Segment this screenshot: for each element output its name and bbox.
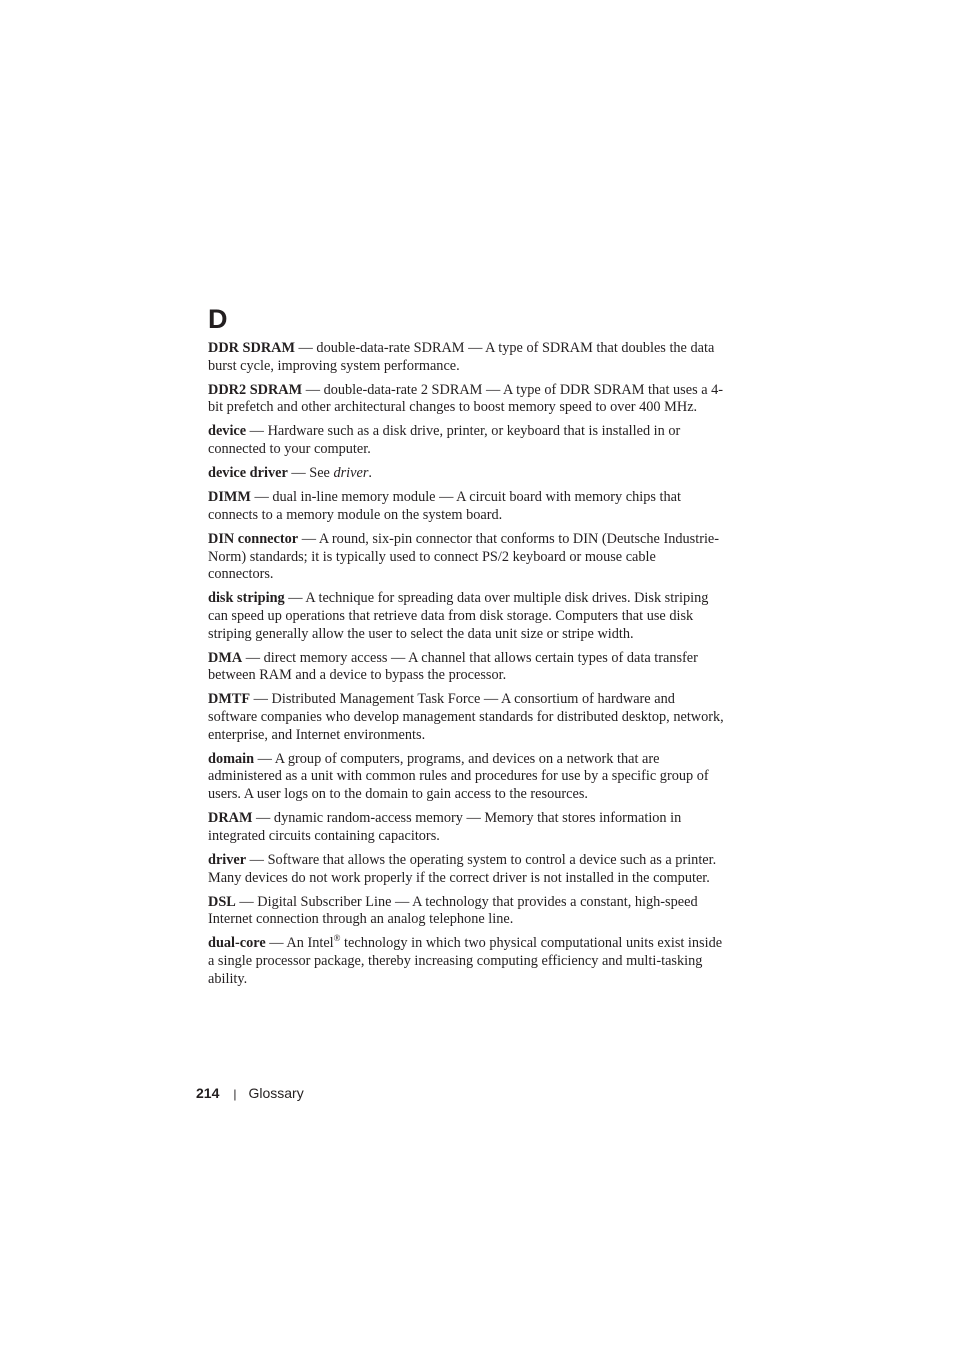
footer-separator: |: [233, 1087, 237, 1101]
glossary-term: DRAM: [208, 810, 253, 827]
glossary-entry: [208, 650, 724, 685]
page-footer: [196, 1084, 304, 1103]
glossary-term: DDR SDRAM: [208, 340, 295, 356]
glossary-entry: [208, 852, 724, 887]
cross-reference: driver: [333, 465, 369, 482]
entry-dash: —: [284, 590, 306, 607]
glossary-entry: [208, 935, 724, 988]
entry-definition: A technique for spreading data over multiple disk drives. Disk striping can speed up operations that retrieve data from disk storage. Computers that use disk striping generally allow the user to select the data unit size or stripe width.: [208, 590, 709, 642]
entry-dash: —: [294, 340, 317, 356]
glossary-term: DIN connector: [208, 530, 299, 547]
entry-definition: direct memory access — A channel that allows certain types of data transfer between RAM and a device to bypass the processor.: [208, 649, 698, 684]
entry-dash: —: [302, 381, 324, 398]
section-letter: D: [208, 304, 228, 334]
glossary-entry: [208, 465, 724, 483]
entry-dash: —: [246, 423, 268, 440]
glossary-entries: [208, 340, 724, 995]
glossary-term: DMA: [208, 649, 243, 666]
glossary-entry: [208, 590, 724, 643]
page-number: 214: [196, 1085, 220, 1101]
glossary-entry: [208, 751, 724, 804]
entry-definition-end: technology in which two physical computational units exist inside a single processor package, thereby increasing computing efficiency and multi-tasking ability.: [208, 935, 723, 987]
entry-dash: —: [265, 935, 287, 952]
glossary-entry: [208, 382, 724, 417]
entry-definition: dual in-line memory module — A circuit board with memory chips that connects to a memory module on the system board.: [208, 489, 681, 523]
entry-dash: —: [250, 489, 273, 506]
entry-definition: See: [309, 465, 334, 482]
glossary-term: DMTF: [208, 691, 251, 708]
entry-dash: —: [252, 810, 274, 827]
glossary-term: driver: [208, 851, 247, 868]
entry-dash: —: [298, 530, 319, 547]
entry-dash: —: [235, 893, 258, 910]
entry-definition: A round, six-pin connector that conforms to DIN (Deutsche Industrie-Norm) standards; it is typically used to connect PS/2 keyboard or mouse cable connectors.: [208, 530, 720, 583]
glossary-term: DSL: [208, 893, 236, 910]
footer-section-title: Glossary: [248, 1085, 304, 1101]
entry-dash: —: [254, 750, 275, 767]
glossary-entry: [208, 340, 724, 375]
glossary-entry: [208, 489, 724, 524]
entry-definition: An Intel: [286, 935, 334, 952]
entry-definition: double-data-rate 2 SDRAM — A type of DDR SDRAM that uses a 4-bit prefetch and other architectural changes to boost memory speed to over 400 MHz.: [208, 381, 724, 416]
entry-definition: Distributed Management Task Force — A consortium of hardware and software companies who develop management standards for distributed desktop, network, enterprise, and Internet environments.: [208, 691, 724, 743]
glossary-term: dual-core: [208, 935, 266, 952]
glossary-term: DDR2 SDRAM: [208, 381, 303, 398]
entry-definition: double-data-rate SDRAM — A type of SDRAM that doubles the data burst cycle, improving system performance.: [208, 340, 715, 374]
glossary-term: device: [208, 423, 247, 440]
glossary-entry: [208, 810, 724, 845]
glossary-term: DIMM: [208, 489, 251, 506]
entry-dash: —: [250, 691, 272, 708]
entry-definition-end: .: [368, 465, 372, 482]
glossary-entry: [208, 423, 724, 458]
glossary-term: domain: [208, 750, 255, 767]
glossary-entry: [208, 894, 724, 929]
glossary-entry: [208, 691, 724, 744]
entry-definition: Software that allows the operating system to control a device such as a printer. Many devices do not work properly if the correct driver is not installed in the computer.: [208, 851, 717, 886]
glossary-entry: [208, 531, 724, 584]
entry-dash: —: [242, 649, 264, 666]
entry-definition: dynamic random-access memory — Memory that stores information in integrated circuits containing capacitors.: [208, 810, 682, 844]
entry-definition: A group of computers, programs, and devices on a network that are administered as a unit with common rules and procedures for use by a specific group of users. A user logs on to the domain to gain access to the resources.: [208, 750, 709, 803]
registered-trademark-mark: ®: [333, 933, 341, 944]
glossary-term: disk striping: [208, 590, 285, 607]
entry-definition: Hardware such as a disk drive, printer, or keyboard that is installed in or connected to your computer.: [208, 423, 681, 458]
entry-dash: —: [246, 851, 268, 868]
glossary-term: device driver: [208, 465, 288, 482]
entry-dash: —: [287, 465, 310, 482]
entry-definition: Digital Subscriber Line — A technology that provides a constant, high-speed Internet connection through an analog telephone line.: [208, 893, 698, 928]
